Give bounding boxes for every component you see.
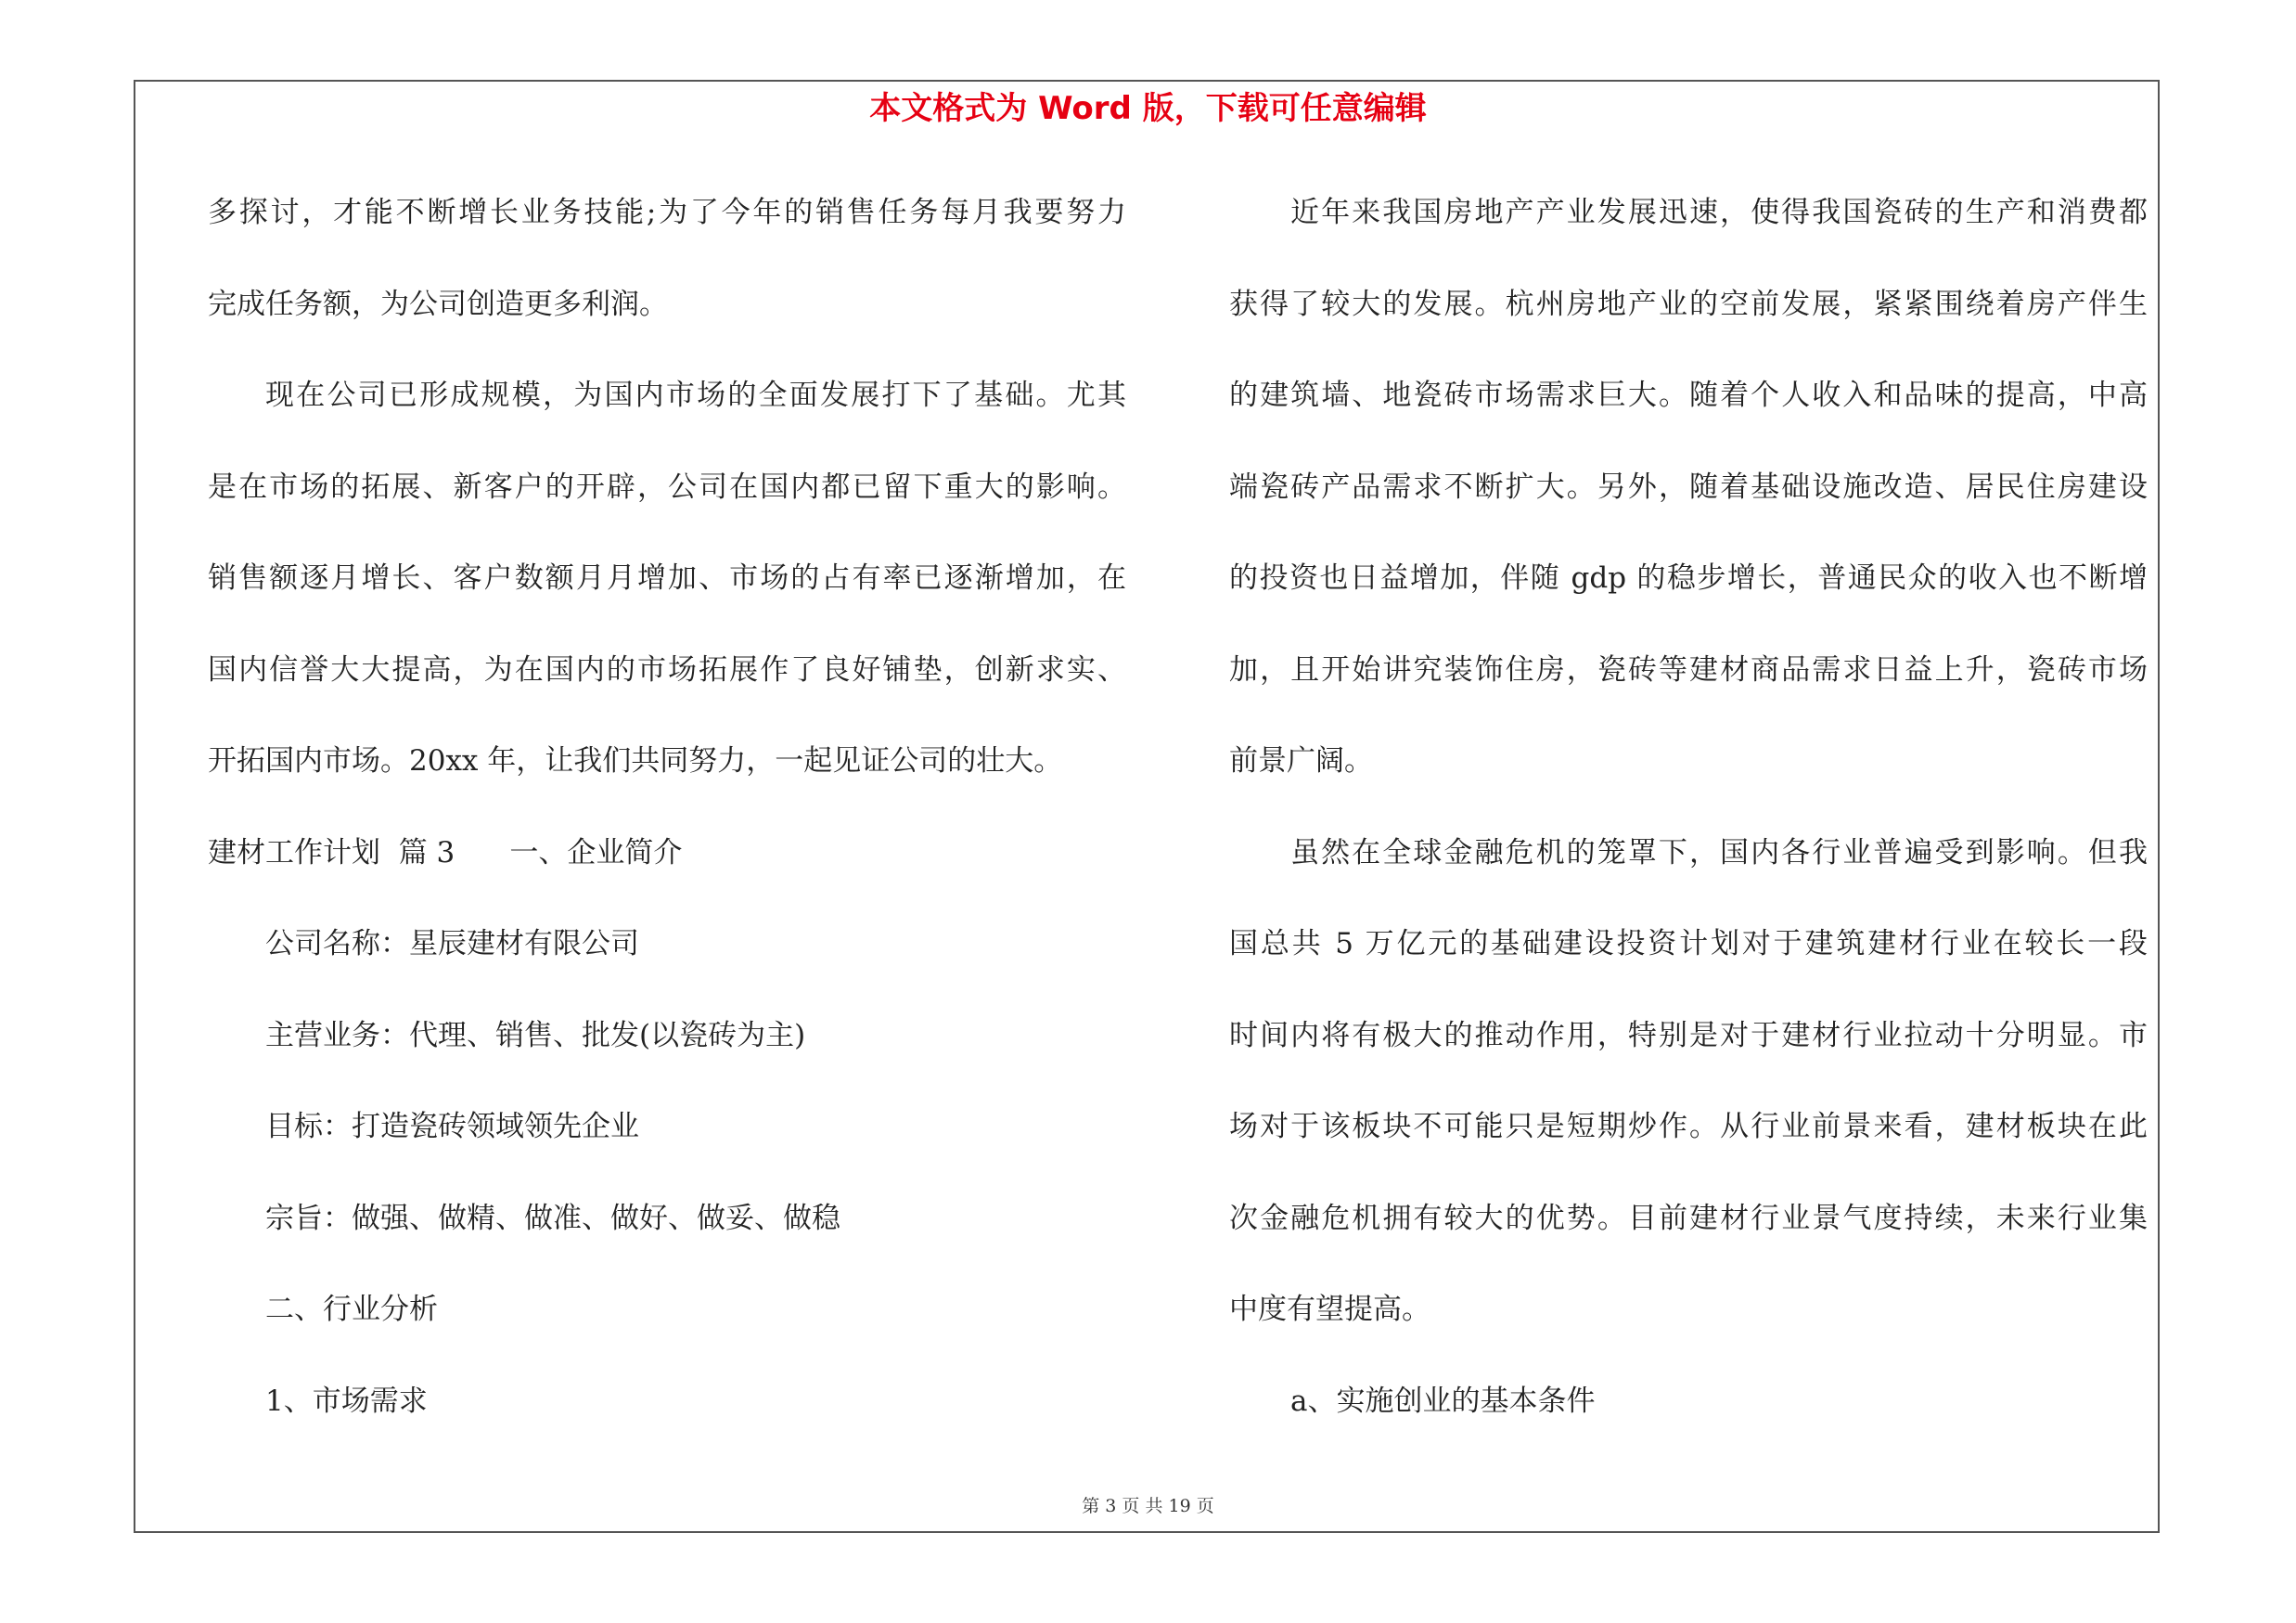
format-banner: 本文格式为 Word 版，下载可任意编辑 bbox=[869, 90, 1427, 127]
paragraph-line: 场对于该板块不可能只是短期炒作。从行业前景来看，建材板块在此 bbox=[1229, 1110, 2148, 1143]
paragraph-line: 获得了较大的发展。杭州房地产业的空前发展，紧紧围绕着房产伴生 bbox=[1229, 287, 2148, 321]
paragraph-line: 中度有望提高。 bbox=[1229, 1293, 1430, 1326]
paragraph-line: 的建筑墙、地瓷砖市场需求巨大。随着个人收入和品味的提高，中高 bbox=[1229, 379, 2148, 412]
left-column bbox=[208, 182, 1126, 1462]
paragraph-line: 多探讨，才能不断增长业务技能;为了今年的销售任务每月我要努力 bbox=[208, 196, 1126, 229]
section-heading: 建材工作计划 篇 3 一、企业简介 bbox=[208, 835, 683, 869]
paragraph-line: 是在市场的拓展、新客户的开辟，公司在国内都已留下重大的影响。 bbox=[208, 470, 1126, 504]
right-column bbox=[1229, 182, 2148, 1462]
goal-line: 目标：打造瓷砖领域领先企业 bbox=[265, 1110, 639, 1143]
paragraph-line: 端瓷砖产品需求不断扩大。另外，随着基础设施改造、居民住房建设 bbox=[1229, 470, 2148, 504]
section-heading: 二、行业分析 bbox=[265, 1293, 438, 1326]
subsection-heading: a、实施创业的基本条件 bbox=[1290, 1384, 1596, 1418]
paragraph-line: 开拓国内市场。20xx 年，让我们共同努力，一起见证公司的壮大。 bbox=[208, 744, 1063, 778]
paragraph-line: 时间内将有极大的推动作用，特别是对于建材行业拉动十分明显。市 bbox=[1229, 1018, 2148, 1052]
page-number: 第 3 页 共 19 页 bbox=[1082, 1496, 1214, 1516]
paragraph-line: 现在公司已形成规模，为国内市场的全面发展打下了基础。尤其 bbox=[265, 379, 1126, 412]
paragraph-line: 的投资也日益增加，伴随 gdp 的稳步增长，普通民众的收入也不断增 bbox=[1229, 561, 2148, 595]
paragraph-line: 次金融危机拥有较大的优势。目前建材行业景气度持续，未来行业集 bbox=[1229, 1201, 2148, 1235]
paragraph-line: 国总共 5 万亿元的基础建设投资计划对于建筑建材行业在较长一段 bbox=[1229, 927, 2148, 960]
purpose-line: 宗旨：做强、做精、做准、做好、做妥、做稳 bbox=[265, 1201, 840, 1235]
paragraph-line: 国内信誉大大提高，为在国内的市场拓展作了良好铺垫，创新求实、 bbox=[208, 652, 1126, 687]
main-business-line: 主营业务：代理、销售、批发(以瓷砖为主) bbox=[265, 1018, 806, 1052]
subsection-heading: 1、市场需求 bbox=[265, 1384, 428, 1418]
paragraph-line: 加，且开始讲究装饰住房，瓷砖等建材商品需求日益上升，瓷砖市场 bbox=[1229, 652, 2148, 687]
paragraph-line: 虽然在全球金融危机的笼罩下，国内各行业普遍受到影响。但我 bbox=[1290, 835, 2148, 869]
paragraph-line: 完成任务额，为公司创造更多利润。 bbox=[208, 287, 668, 321]
paragraph-line: 前景广阔。 bbox=[1229, 744, 1373, 778]
company-name-line: 公司名称：星辰建材有限公司 bbox=[265, 927, 639, 960]
paragraph-line: 近年来我国房地产产业发展迅速，使得我国瓷砖的生产和消费都 bbox=[1290, 196, 2148, 229]
paragraph-line: 销售额逐月增长、客户数额月月增加、市场的占有率已逐渐增加，在 bbox=[208, 561, 1126, 595]
